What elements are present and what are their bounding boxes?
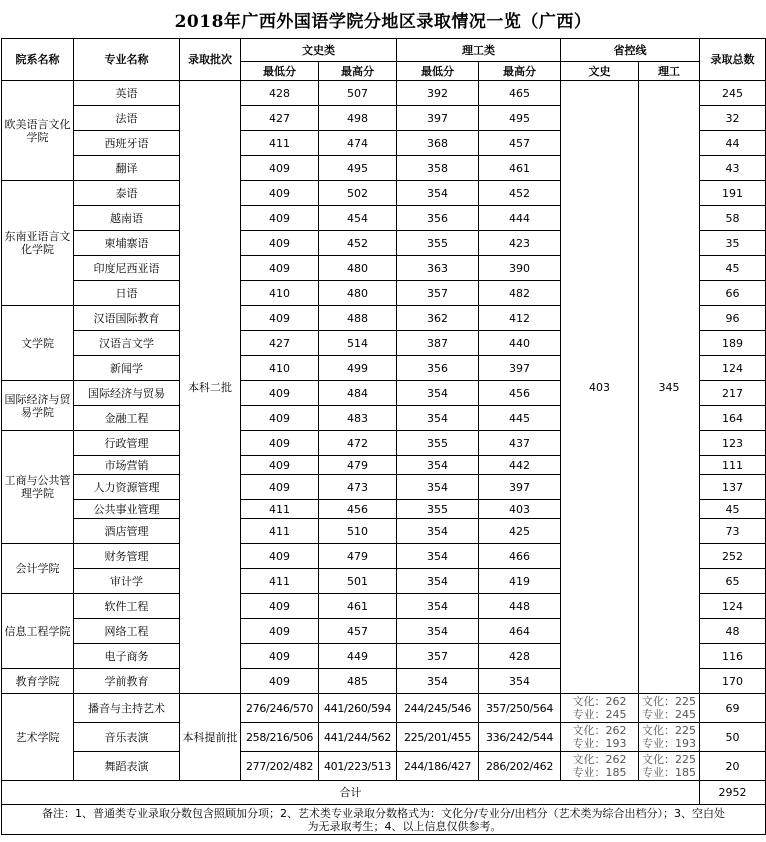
li-max-score: 445 bbox=[479, 406, 561, 431]
wen-min-score: 276/246/570 bbox=[241, 694, 319, 723]
admission-total: 245 bbox=[700, 81, 766, 106]
wen-max-score: 507 bbox=[319, 81, 397, 106]
li-min-score: 357 bbox=[397, 644, 479, 669]
control-line-li: 文化：225 专业：185 bbox=[639, 752, 700, 781]
batch-art: 本科提前批 bbox=[180, 694, 241, 781]
li-max-score: 444 bbox=[479, 206, 561, 231]
li-max-score: 442 bbox=[479, 456, 561, 475]
li-max-score: 390 bbox=[479, 256, 561, 281]
note-cell bbox=[2, 805, 766, 835]
major-name: 电子商务 bbox=[74, 644, 180, 669]
wen-max-score: 483 bbox=[319, 406, 397, 431]
control-line-wen: 文化：262 专业：193 bbox=[561, 723, 639, 752]
wen-min-score: 409 bbox=[241, 156, 319, 181]
li-min-score: 368 bbox=[397, 131, 479, 156]
wen-max-score: 461 bbox=[319, 594, 397, 619]
admission-total: 43 bbox=[700, 156, 766, 181]
li-max-score: 412 bbox=[479, 306, 561, 331]
admission-total: 66 bbox=[700, 281, 766, 306]
admission-total: 58 bbox=[700, 206, 766, 231]
table-row bbox=[2, 694, 766, 723]
sum-total: 2952 bbox=[700, 781, 766, 805]
major-name: 舞蹈表演 bbox=[74, 752, 180, 781]
wen-max-score: 488 bbox=[319, 306, 397, 331]
header-control-li: 理工 bbox=[639, 62, 700, 81]
li-min-score: 354 bbox=[397, 406, 479, 431]
admission-total: 48 bbox=[700, 619, 766, 644]
header-college: 院系名称 bbox=[2, 39, 74, 81]
li-max-score: 456 bbox=[479, 381, 561, 406]
header-li-max: 最高分 bbox=[479, 62, 561, 81]
header-batch: 录取批次 bbox=[180, 39, 241, 81]
li-max-score: 495 bbox=[479, 106, 561, 131]
college-name: 东南亚语言文化学院 bbox=[2, 181, 74, 306]
li-min-score: 387 bbox=[397, 331, 479, 356]
wen-min-score: 258/216/506 bbox=[241, 723, 319, 752]
wen-max-score: 441/260/594 bbox=[319, 694, 397, 723]
li-max-score: 286/202/462 bbox=[479, 752, 561, 781]
major-name: 印度尼西亚语 bbox=[74, 256, 180, 281]
wen-min-score: 411 bbox=[241, 131, 319, 156]
li-min-score: 354 bbox=[397, 669, 479, 694]
admission-total: 191 bbox=[700, 181, 766, 206]
admission-total: 124 bbox=[700, 356, 766, 381]
wen-max-score: 472 bbox=[319, 431, 397, 456]
major-name: 西班牙语 bbox=[74, 131, 180, 156]
major-name: 越南语 bbox=[74, 206, 180, 231]
major-name: 财务管理 bbox=[74, 544, 180, 569]
li-max-score: 457 bbox=[479, 131, 561, 156]
wen-min-score: 410 bbox=[241, 281, 319, 306]
li-min-score: 244/245/546 bbox=[397, 694, 479, 723]
college-name: 文学院 bbox=[2, 306, 74, 381]
wen-min-score: 409 bbox=[241, 456, 319, 475]
college-name: 欧美语言文化学院 bbox=[2, 81, 74, 181]
wen-max-score: 456 bbox=[319, 500, 397, 519]
sum-label: 合计 bbox=[2, 781, 700, 805]
wen-min-score: 409 bbox=[241, 256, 319, 281]
li-min-score: 354 bbox=[397, 619, 479, 644]
control-line-li: 文化：225 专业：193 bbox=[639, 723, 700, 752]
wen-min-score: 409 bbox=[241, 594, 319, 619]
wen-min-score: 409 bbox=[241, 406, 319, 431]
wen-min-score: 409 bbox=[241, 431, 319, 456]
college-name: 信息工程学院 bbox=[2, 594, 74, 669]
li-min-score: 354 bbox=[397, 181, 479, 206]
header-control: 省控线 bbox=[561, 39, 700, 62]
wen-min-score: 409 bbox=[241, 544, 319, 569]
wen-min-score: 411 bbox=[241, 500, 319, 519]
li-min-score: 355 bbox=[397, 500, 479, 519]
table-row bbox=[2, 81, 766, 106]
wen-max-score: 480 bbox=[319, 281, 397, 306]
admission-table bbox=[1, 38, 766, 835]
control-line-wen: 文化：262 专业：245 bbox=[561, 694, 639, 723]
header-wen-min: 最低分 bbox=[241, 62, 319, 81]
admission-total: 44 bbox=[700, 131, 766, 156]
admission-total: 73 bbox=[700, 519, 766, 544]
admission-total: 164 bbox=[700, 406, 766, 431]
wen-max-score: 454 bbox=[319, 206, 397, 231]
li-max-score: 397 bbox=[479, 475, 561, 500]
major-name: 国际经济与贸易 bbox=[74, 381, 180, 406]
wen-min-score: 409 bbox=[241, 306, 319, 331]
li-min-score: 354 bbox=[397, 475, 479, 500]
major-name: 播音与主持艺术 bbox=[74, 694, 180, 723]
wen-min-score: 409 bbox=[241, 206, 319, 231]
wen-max-score: 473 bbox=[319, 475, 397, 500]
li-max-score: 452 bbox=[479, 181, 561, 206]
wen-max-score: 498 bbox=[319, 106, 397, 131]
wen-min-score: 428 bbox=[241, 81, 319, 106]
li-max-score: 440 bbox=[479, 331, 561, 356]
wen-max-score: 495 bbox=[319, 156, 397, 181]
li-max-score: 466 bbox=[479, 544, 561, 569]
li-min-score: 357 bbox=[397, 281, 479, 306]
wen-max-score: 502 bbox=[319, 181, 397, 206]
li-max-score: 428 bbox=[479, 644, 561, 669]
control-line-li: 文化：225 专业：245 bbox=[639, 694, 700, 723]
wen-min-score: 427 bbox=[241, 106, 319, 131]
li-min-score: 392 bbox=[397, 81, 479, 106]
wen-max-score: 479 bbox=[319, 544, 397, 569]
admission-total: 45 bbox=[700, 256, 766, 281]
wen-max-score: 501 bbox=[319, 569, 397, 594]
admission-total: 69 bbox=[700, 694, 766, 723]
li-max-score: 425 bbox=[479, 519, 561, 544]
wen-min-score: 409 bbox=[241, 619, 319, 644]
admission-total: 32 bbox=[700, 106, 766, 131]
li-min-score: 354 bbox=[397, 594, 479, 619]
wen-min-score: 409 bbox=[241, 644, 319, 669]
major-name: 市场营销 bbox=[74, 456, 180, 475]
li-min-score: 244/186/427 bbox=[397, 752, 479, 781]
major-name: 柬埔寨语 bbox=[74, 231, 180, 256]
li-min-score: 225/201/455 bbox=[397, 723, 479, 752]
wen-min-score: 411 bbox=[241, 519, 319, 544]
wen-min-score: 427 bbox=[241, 331, 319, 356]
wen-max-score: 484 bbox=[319, 381, 397, 406]
major-name: 金融工程 bbox=[74, 406, 180, 431]
table-row bbox=[2, 723, 766, 752]
admission-total: 137 bbox=[700, 475, 766, 500]
li-max-score: 403 bbox=[479, 500, 561, 519]
major-name: 新闻学 bbox=[74, 356, 180, 381]
college-name: 工商与公共管理学院 bbox=[2, 431, 74, 544]
admission-total: 217 bbox=[700, 381, 766, 406]
header-major: 专业名称 bbox=[74, 39, 180, 81]
admission-total: 45 bbox=[700, 500, 766, 519]
li-max-score: 419 bbox=[479, 569, 561, 594]
wen-min-score: 410 bbox=[241, 356, 319, 381]
wen-max-score: 499 bbox=[319, 356, 397, 381]
major-name: 学前教育 bbox=[74, 669, 180, 694]
wen-min-score: 409 bbox=[241, 181, 319, 206]
li-max-score: 448 bbox=[479, 594, 561, 619]
wen-min-score: 409 bbox=[241, 381, 319, 406]
major-name: 汉语言文学 bbox=[74, 331, 180, 356]
college-name: 会计学院 bbox=[2, 544, 74, 594]
li-min-score: 354 bbox=[397, 456, 479, 475]
wen-min-score: 411 bbox=[241, 569, 319, 594]
li-min-score: 355 bbox=[397, 431, 479, 456]
wen-max-score: 510 bbox=[319, 519, 397, 544]
wen-max-score: 449 bbox=[319, 644, 397, 669]
header-li-min: 最低分 bbox=[397, 62, 479, 81]
major-name: 音乐表演 bbox=[74, 723, 180, 752]
li-max-score: 357/250/564 bbox=[479, 694, 561, 723]
li-max-score: 437 bbox=[479, 431, 561, 456]
li-min-score: 355 bbox=[397, 231, 479, 256]
li-max-score: 461 bbox=[479, 156, 561, 181]
admission-total: 189 bbox=[700, 331, 766, 356]
wen-max-score: 485 bbox=[319, 669, 397, 694]
li-min-score: 354 bbox=[397, 381, 479, 406]
page-title: 2018年广西外国语学院分地区录取情况一览（广西） bbox=[174, 11, 592, 32]
header-total: 录取总数 bbox=[700, 39, 766, 81]
note-row bbox=[2, 805, 766, 835]
admission-total: 35 bbox=[700, 231, 766, 256]
header-wenshi: 文史类 bbox=[241, 39, 397, 62]
control-line-li: 345 bbox=[639, 81, 700, 694]
wen-max-score: 480 bbox=[319, 256, 397, 281]
college-name: 艺术学院 bbox=[2, 694, 74, 781]
header-ligong: 理工类 bbox=[397, 39, 561, 62]
note-line-2: 为无录取考生；4、以上信息仅供参考。 bbox=[307, 819, 502, 833]
li-max-score: 465 bbox=[479, 81, 561, 106]
header-row-1 bbox=[2, 39, 766, 62]
major-name: 法语 bbox=[74, 106, 180, 131]
college-name: 国际经济与贸易学院 bbox=[2, 381, 74, 431]
major-name: 泰语 bbox=[74, 181, 180, 206]
wen-max-score: 479 bbox=[319, 456, 397, 475]
admission-total: 124 bbox=[700, 594, 766, 619]
li-min-score: 354 bbox=[397, 519, 479, 544]
wen-min-score: 409 bbox=[241, 669, 319, 694]
admission-total: 123 bbox=[700, 431, 766, 456]
admission-total: 96 bbox=[700, 306, 766, 331]
admission-total: 65 bbox=[700, 569, 766, 594]
major-name: 汉语国际教育 bbox=[74, 306, 180, 331]
major-name: 公共事业管理 bbox=[74, 500, 180, 519]
admission-total: 50 bbox=[700, 723, 766, 752]
li-min-score: 362 bbox=[397, 306, 479, 331]
li-max-score: 423 bbox=[479, 231, 561, 256]
admission-total: 170 bbox=[700, 669, 766, 694]
li-max-score: 464 bbox=[479, 619, 561, 644]
wen-max-score: 441/244/562 bbox=[319, 723, 397, 752]
li-max-score: 482 bbox=[479, 281, 561, 306]
li-min-score: 356 bbox=[397, 356, 479, 381]
header-control-wen: 文史 bbox=[561, 62, 639, 81]
admission-total: 116 bbox=[700, 644, 766, 669]
major-name: 行政管理 bbox=[74, 431, 180, 456]
wen-max-score: 474 bbox=[319, 131, 397, 156]
table-row bbox=[2, 752, 766, 781]
major-name: 网络工程 bbox=[74, 619, 180, 644]
major-name: 翻译 bbox=[74, 156, 180, 181]
wen-min-score: 409 bbox=[241, 475, 319, 500]
major-name: 英语 bbox=[74, 81, 180, 106]
wen-max-score: 401/223/513 bbox=[319, 752, 397, 781]
major-name: 审计学 bbox=[74, 569, 180, 594]
li-min-score: 358 bbox=[397, 156, 479, 181]
header-wen-max: 最高分 bbox=[319, 62, 397, 81]
college-name: 教育学院 bbox=[2, 669, 74, 694]
wen-min-score: 409 bbox=[241, 231, 319, 256]
major-name: 日语 bbox=[74, 281, 180, 306]
li-min-score: 363 bbox=[397, 256, 479, 281]
admission-total: 20 bbox=[700, 752, 766, 781]
note-line-1: 备注：1、普通类专业录取分数包含照顾加分项；2、艺术类专业录取分数格式为：文化分/专业分/出档分（艺术类为综合出档分）；3、空白处 bbox=[42, 806, 725, 820]
sum-row bbox=[2, 781, 766, 805]
li-min-score: 354 bbox=[397, 569, 479, 594]
li-min-score: 356 bbox=[397, 206, 479, 231]
major-name: 酒店管理 bbox=[74, 519, 180, 544]
wen-min-score: 277/202/482 bbox=[241, 752, 319, 781]
admission-total: 252 bbox=[700, 544, 766, 569]
wen-max-score: 457 bbox=[319, 619, 397, 644]
li-max-score: 354 bbox=[479, 669, 561, 694]
wen-max-score: 452 bbox=[319, 231, 397, 256]
li-min-score: 354 bbox=[397, 544, 479, 569]
li-min-score: 397 bbox=[397, 106, 479, 131]
li-max-score: 336/242/544 bbox=[479, 723, 561, 752]
li-max-score: 397 bbox=[479, 356, 561, 381]
control-line-wen: 403 bbox=[561, 81, 639, 694]
wen-max-score: 514 bbox=[319, 331, 397, 356]
major-name: 软件工程 bbox=[74, 594, 180, 619]
admission-total: 111 bbox=[700, 456, 766, 475]
batch-regular: 本科二批 bbox=[180, 81, 241, 694]
major-name: 人力资源管理 bbox=[74, 475, 180, 500]
control-line-wen: 文化：262 专业：185 bbox=[561, 752, 639, 781]
